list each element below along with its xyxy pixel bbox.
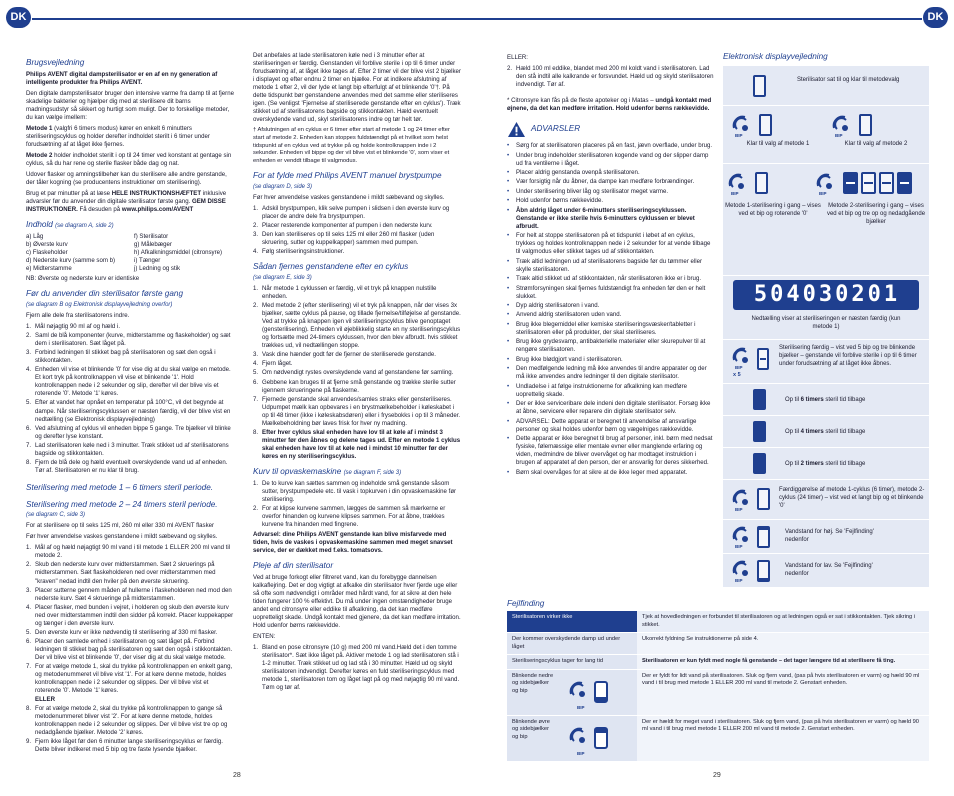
method-steps [26,544,234,754]
table-row [507,655,929,670]
bip-label: BIP [731,191,739,196]
method2-text: holder indholdet sterilt i op til 24 timer ved konstant at gentage sin cyklus, så du har rene og sterile flasker både dag og nat. [26,152,232,168]
one-bar-display [753,453,766,474]
header-rule-right [477,18,922,20]
problem-cell: Blinkende nedre og sidebjælker og bip BIP [507,669,637,715]
bip-label: BIP [577,750,585,756]
bip-label: BIP [835,133,843,138]
warning-item: • Træk altid ledningen ud af sterilisatorens bagside før du tømmer eller skylle sterilisatoren. [507,257,703,273]
bip-label: BIP [577,704,585,710]
bip-label: BIP [735,133,743,138]
display-row-4h [723,416,929,448]
section-title-remove: Sådan fjernes genstandene efter en cyklus [253,262,409,272]
contents-item: a) Låg [26,233,44,241]
display-row-ready [723,66,929,106]
bip-label: BIP [735,544,743,549]
warning-item: • Dette apparat er ikke beregnet til brug af personer, inkl. børn med nedsat fysiske, følemæssige eller mentale evner eller manglende erfaring og viden, medmindre de bliver overvåget og har modtaget instruktion i brugen af apparatet af den person, der er ansvarlig for deres sikkerhed. [507,435,713,467]
list-item: 5. Den øverste kurv er ikke nødvendig til sterilisering af 330 ml flasker. [26,628,218,636]
contents-item: f) Sterilisator [134,233,169,241]
method2-running-text: Metode 2-sterilisering i gang – vises ved et bip og tre op og nedadgående bjælker [826,203,926,226]
warnings-list [507,142,715,476]
section-title-pump: For at fylde med Philips AVENT manuel brystpumpe [253,171,442,181]
solution-cell: Tjek at hovedledningen er forbundet til sterilisatoren og at ledningen også er sat i stikkontakten. Tjek sikring i stikket. [637,611,929,633]
rotating-zero-display [755,172,768,194]
beep-icon [731,114,751,134]
beep-icon [727,172,747,192]
warning-item: • Hold udenfor børns rækkevidde. [507,197,604,205]
method-subtitle: (se diagram C, side 3) [26,512,86,519]
contents-item: i) Tænger [134,257,161,265]
display-row-countdown [723,276,929,340]
warning-item: • Placer aldrig genstanda ovenpå sterilisatoren. [507,169,640,177]
beep-icon [731,346,751,366]
list-item: 5. Efter at vandet har opnået en temperatur på 100°C, vil det begynde at dampe. Når steriliseringscyklussen er næsten færdig, vil der blive vist en nedtælling (se Elektronisk displayvejledning) [26,399,231,423]
remove-steps [253,285,461,461]
troubleshooting-table [507,611,929,762]
three-bar-display [753,389,766,410]
contents-item: c) Flaskeholder [26,249,68,257]
contents-item: h) Afkalkningsmiddel (citronsyre) [134,249,223,257]
countdown-display: 5 0 4 0 3 0 2 0 1 [733,280,919,310]
warning-item: • Den medfølgende ledning må ikke anvendes til andre apparater og der må ikke anvendes andre ledninger til den digitale sterilisator. [507,365,707,381]
list-item: 8. Efter hver cyklus skal enheden have lov til at køle af i mindst 3 minutter før den åbnes og delene tages ud. Efter en metode 1 cyklus skal enheden have lov til at køle ned i mindst 10 minutter før der køres en ny steriliseringscyklus. [253,428,461,460]
warning-item: • Anvend aldrig sterilisatoren uden vand. [507,311,622,319]
countdown-text: Nedtælling viser at steriliseringen er næsten færdig (kun metode 1) [751,316,901,331]
pump-steps [253,205,461,256]
list-item: 9. Fjern ikke låget før den 6 minutter lange steriliseringscyklus er færdig. Dette bliver indikeret med 5 bip og tre faste lysende bjælker. [26,738,223,754]
method1-digit-display [759,114,772,136]
column-1 [26,52,234,760]
contents-item: b) Øverste kurv [26,241,68,249]
method1-running-text: Metode 1-sterilisering i gang – vises ved et bip og roterende '0' [725,203,821,218]
select-method2-text: Klar til valg af metode 2 [844,141,908,147]
table-row [507,611,929,633]
list-item: 2. For at klipse kurvene sammen, lægges de sammen så mærkerne er overfor hinanden og kurvene klipses sammen. For at åbne, trækkes kurvene fra hinanden med fingrene. [253,504,446,528]
problem-cell: Der kommer overskydende damp ud under låget [507,633,637,655]
list-item: 3. Vask dine hænder godt før de fjerner de steriliserede genstande. [253,351,436,359]
method2-digit-display [859,114,872,136]
troubleshooting-title: Fejlfinding [507,599,545,608]
list-item: 5. Om nødvendigt rystes overskydende vand af genstandene før samling. [253,369,454,377]
cycle-end-text: Færdiggørelse af metode 1-cyklus (6 timer), metode 2-cyklus (24 timer) – vist ved et langt bip og et blinkende '0' [779,487,925,510]
warning-item: • For helt at stoppe sterilisatoren på et tidspunkt i løbet af en cyklus, trykkes og holdes kontrolknappen nede i 2 sekunder for at vende tilbage til valgmodus eller stikket tages ud af stikkontakten. [507,232,711,256]
method-intro: For at sterilisere op til seks 125 ml, 260 ml eller 330 ml AVENT flasker [26,522,215,530]
remaining-2h-text: Op til 2 timers steril tid tilbage [785,461,866,467]
section-title-usage: Brugsvejledning [26,58,85,67]
contents-list-right [134,233,234,273]
solution-cell: Der er hældt for meget vand i sterilisatoren. Sluk og fjern vand, (pas på hvis sterilisatoren er varm) og hæld 90 ml vand i til brug med metode 1 ELLER 200 ml vand til metode 2. Genstart enheden. [637,715,929,761]
warning-item: • Åbn aldrig låget under 6-minutters steriliseringscyklussen. Genstande er ikke sterile hvis 6-minutters cyklussen er blevet afbrudt. [507,206,695,230]
beep-icon [831,114,851,134]
warning-item: • Der er ikke serviceribare dele indeni den digitale sterilisator. Forsøg ikke at åbne, servicere eller reparere din digitale sterilisator selv. [507,400,711,416]
problem-cell: Blinkende øvre og sidebjælker og bip BIP [507,715,637,761]
page-right [477,0,954,796]
beep-icon [731,525,751,545]
warning-item: • Undladelse i at følge instruktionerne for afkalkning kan medføre uoprettelig skade. [507,382,688,398]
display-row-select-method [723,106,929,164]
contents-item: g) Målebæger [134,241,172,249]
warning-item: • Børn skal overvåges for at sikre at de ikke leger med apparatet. [507,468,688,476]
table-row [507,633,929,655]
display-guide-panel [723,66,929,588]
remove-subtitle: (se diagram E, side 3) [253,275,312,282]
list-item: 8. Fjern de blå dele og hæld eventuelt overskydende vand ud af enheden. Tør af. Sterilisatoren er nu klar til brug. [26,458,228,474]
list-separator: ELLER [35,695,55,703]
moving-bars-display [843,172,915,197]
list-item: 7. For at vælge metode 1, skal du trykke på kontrolknappen en enkelt gang, og metodenummeret vil blive vist '1'. For at køre denne metode, holdes kontrolknappen nede i 2 sekunder og slippes. Der vil blive vist et roterende '0'. Metode '1' køres. [26,662,233,694]
warning-item: • Strømforsyningen skal fjernes fuldstændigt fra enheden før den er helt slukket. [507,284,706,300]
remaining-4h-text: Op til 4 timers steril tid tilbage [785,429,866,435]
three-bars-display [757,348,772,373]
list-item: 6. Gebbene kan bruges til at fjerne små genstande og trække sterile sutter igennem skrueringene på flaskerne. [253,378,456,394]
intro-bold: Philips AVENT digital dampsterilisator er en af en ny generation af intelligente produkter fra Philips AVENT. [26,70,218,86]
list-item: 1. De to kurve kan sættes sammen og indeholde små genstande såsom sutter, brystpumpedele etc. til vask i topkurven i din opvaskemaskine før sterilisering. [253,479,457,503]
list-item: 2. Skub den nederste kurv over midterstammen. Sæt 2 skruerings på midterstammen. Sæt flaskeholderen ned over midterstammen med "kraven" nedad indtil den hviler på den øverste skruering. [26,561,216,585]
beep-icon [815,172,835,192]
dishwasher-warning: Advarsel: dine Philips AVENT genstande kan blive misfarvede med tiden, hvis de vaskes i opvaskemaskine sammen med meget snavset service, der er dækket med f.eks. tomatsovs. [253,530,453,554]
method-note: Udover flasker og amningstilbehør kan du sterilisere alle andre genstande, der tåler kogning (se producentens instruktioner om sterilisering). [26,171,227,187]
after-cycle-text: Det anbefales at lade sterilisatoren køle ned i 3 minutter efter at steriliseringen er færdig. Genstanden vil forblive sterile i op til 6 timer under forudsætning af, at låget ikke tages af. Efter 2 timer vil der blive vist 2 bjælker i displayet og efter endnu 2 timer en bjælke. For at indikere afslutning af metode 1 efter 2, vil der lyde et langt bip efterfulgt af et blinkende '0'†. På dette tidspunkt bør genstandene anvendes med det samme eller steriliseres igen. (Se venligst 'Fjernelse af steriliserede genstande efter en cyklus'). Træk stikket ud af sterilisatorens bagside og stikkontakten. Hæld eventuelt overskydende vand ud, skyl sterilisatorens indre og tør helt tør. [253,52,461,124]
list-item: 1. Mål nøjagtig 90 ml af og hæld i. [26,323,121,331]
list-item: 4. Fjern låget. [253,360,293,368]
first-use-steps [26,323,234,475]
list-item: 6. Placer den samlede enhed i sterilisatoren og sæt låget på. Forbind ledningen til stikket bag på sterilisatoren og sæt den også i stikkontakten. Der vil blive vist et blinkende '0', der viser dig at du skal vælge metode. [26,637,233,661]
column-3 [507,52,715,552]
display-row-water-high [723,520,929,554]
citric-footnote: * Citronsyre kan fås på de fleste apoteker og i Matas – undgå kontakt med øjnene, da det kan medføre irritation. Hold udenfor børns rækkevidde. [507,97,712,113]
method-intro-2: Før hver anvendelse vaskes genstandene i mildt sæbevand og skylles. [26,533,218,541]
list-item: 4. Enheden vil vise et blinkende '0' for vise dig at du skal vælge en metode. Et kort tryk på kontrolknappen vil vise et blinkende '1'. Hold kontrolknappen nede i 2 sekunder og slip, derefter vil der blive vis et roterende '0'. Metode '1' køres. [26,366,231,398]
warning-icon [507,121,526,138]
contents-item: j) Ledning og stik [134,265,181,273]
method1-text: (valgfri 6 timers modus) kører en enkelt 6 minutters steriliseringscyklus og holder derefter indholdet sterilt i 6 timer under forudsætning af at låget ikke fjernes. [26,125,210,149]
water-high-text: Vandstand for høj. Se 'Fejlfinding' nedenfor [785,529,874,544]
section-title-first-use: Før du anvender din sterilisator første gang [26,289,183,299]
first-use-subtitle: (se diagram B og Elektronisk displayvejledning overfor) [26,302,173,309]
warning-item: • Brug ikke blegemiddel eller kemiske steriliseringsvæsker/tabletter i sterilisatoren eller på produkter, der skal steriliseres. [507,320,696,336]
water-level-icon [569,726,613,750]
beep-icon [731,488,751,508]
beep-count-label: x 5 [733,372,741,378]
contents-note: NB: Øverste og nederste kurv er identiske [26,275,140,283]
warning-item: • Brug ikke grydesvamp, antibakterielle materialer eller skurepulver til at rengøre sterilisatoren. [507,338,706,354]
dishwasher-steps [253,480,461,529]
page-number-right: 29 [713,772,721,779]
list-item: 3. Placer sutterne gennem måden af hullerne i flaskeholderen ned mod den nederste kurv. Sæt 4 skrueringe på midterstammen. [26,586,232,602]
display-row-sterilizing [723,164,929,276]
warning-item: • Træk altid stikket ud af stikkontakten, når sterilisatoren ikke er i brug. [507,275,702,283]
water-low-display [757,560,770,582]
display-ready-text: Sterilisator sat til og klar til metodevalg [797,77,900,83]
display-guide-title: Elektronisk displayvejledning [723,52,828,61]
care-text: Ved at bruge forkogt eller filtreret vand, kan du forebygge dannelsen kalkaflejring. Det er dog vigtigt at afkalke din sterilisator hver fjerde uge eller så ofte som nødvendigt i områder med hårdt vand, for at sikre at den hele tiden fungerer 100 % effektivt. Du må under ingen omstændigheder bruge andet end citronsyre eller eddike til afkalkning, da det kan medføre uopretteligt skade. Undgå kontakt med gjenere, da det kan medføre irritation. Hold udenfor børns rækkevidde. [253,573,461,630]
warning-item: • Brug ikke blødgjort vand i sterilisatoren. [507,355,623,363]
display-row-2h [723,448,929,480]
method1-paragraph [26,125,234,149]
pump-intro: Før hver anvendelse vaskes genstandene i mildt sæbevand og skylles. [253,194,445,202]
problem-cell: Sterilisatoren virker ikke [507,611,637,633]
warnings-header [507,121,715,138]
problem-cell: Steriliseringscyklus tager for lang tid [507,655,637,670]
blinking-zero-display [757,488,770,510]
list-item: 6. Ved afslutning af cyklus vil enheden bippe 5 gange. Tre bjælker vil blinke og derefter lyse konstant. [26,424,231,440]
list-item: 2. Saml de blå komponenter (kurve, midterstamme og flaskeholder) og sæt dem i sterilisatoren. Sæt låget på. [26,332,231,348]
warning-item: • Sørg for at sterilisatoren placeres på en fast, jævn overflade, under brug. [507,142,713,150]
warning-item: • Under brug indeholder sterilisatoren kogende vand og der slipper damp ud fra ventilerne i låget. [507,151,709,167]
list-item: 2. Placer resterende komponenter af pumpen i den nederste kurv. [253,222,433,230]
pump-subtitle: (se diagram D, side 3) [253,184,313,191]
eller-step: 2. Hæld 100 ml eddike, blandet med 200 ml koldt vand i sterilisatoren. Lad den stå indtil alle kalkrande er forsvundet. Hæld ud og skyld sterilisatoren indvendigt. Tør af. [507,65,714,89]
section-title-care: Pleje af din sterilisator [253,561,334,571]
warning-item: • ADVARSEL: Dette apparat er beregnet til anvendelse af ansvarlige personer og skal holdes udenfor børn og vægelniges rækkevidde. [507,417,697,433]
warnings-title: ADVARSLER [531,124,581,134]
contents-list-left [26,233,126,273]
website-link[interactable]: www.philips.com/AVENT [121,206,194,214]
blinking-zero-display [753,75,766,97]
list-item: 1. Når metode 1 cyklussen er færdig, vil et tryk på knappen nulstille enheden. [253,285,437,301]
intro-text: Den digitale dampsterilisator bruger den intensive varme fra damp til at fjerne skadelige bakterier og hjælper dig med at sterilisere dit barns madningsudstyr så sikkert og hurtigt som muligt. Der to forskellige metoder, du kan vælge imellem: [26,89,234,121]
read-instructions: Brug et par minutter på at læse HELE INSTRUKTIONSHÆFTET inklusive advarsler før du anvender din digitale sterilisator første gang. GEM DISSE INSTRUKTIONER. Få desuden på www.philips.com/AVENT [26,190,227,214]
list-item: 4. Følg steriliseringsinstruktioner. [253,248,345,256]
two-bar-display [753,421,766,442]
beep-icon [731,559,751,579]
solution-cell: Sterilisatoren er kun fyldt med nogle få genstande – det tager længere tid at sterilisere få ting. [637,655,929,670]
list-item: 1. Mål af og hæld nøjagtigt 90 ml vand i til metode 1 ELLER 200 ml vand til metode 2. [26,544,231,560]
list-item: 4. Placer flasker, med bunden i vejret, i holderen og skub den øverste kurv ned over midterstammen indtil den sidder på korrekt. Placer kuppekapper og tænger i den øverste kurv. [26,603,234,627]
bip-label: BIP [735,507,743,512]
section-title-dishwasher: Kurv til opvaskemaskine (se diagram F, side 3) [253,466,402,476]
cycle-end-footnote: † Afslutningen af en cyklus er 6 timer efter start af metode 1 og 24 timer efter start af metode 2. Enheden kan stoppes fuldstændigt på et hvilket som helst tidspunkt af en cyklus ved at trykke på og holde kontrolknappen inde i 2 sekunder. Enheden vil bippe og der vil blive vist et blinkende '0', som viser et enheden er venddt tilbage til valgmodus. [253,127,450,164]
table-row [507,669,929,715]
column-2 [253,52,461,760]
display-row-water-low [723,554,929,588]
bip-label: BIP [735,365,743,370]
list-item: 3. Forbind ledningen til stikket bag på sterilisatoren og sæt den også i stikkontakten. [26,349,216,365]
list-item: 7. Lad sterilisatoren køle ned i 3 minutter. Træk stikket ud af sterilisatorens bagside og stikkontakten. [26,441,229,457]
contents-item: d) Nederste kurv (samme som b) [26,257,116,265]
complete-text: Sterilisering færdig – vist ved 5 bip og tre blinkende bjælker – genstande vil forblive sterile i op til 6 timer under forudsætning af at låget ikke åbnes. [779,345,917,368]
contents-list [26,233,234,273]
table-row [507,715,929,761]
list-item: 1. Adskil brystpumpen, klik selve pumpen i slidsen i den øverste kurv og placer de andre dele fra brystpumpen. [253,205,450,221]
list-item: 3. Den kan steriliseres op til seks 125 ml eller 260 ml flasker (uden skruering, sutter og kuppelkapper) sammen med pumpen. [253,231,435,247]
method2-label: Metode 2 [26,152,53,160]
enten-label: ENTEN: [253,633,276,641]
water-level-icon [569,680,613,704]
display-row-complete [723,340,929,384]
contents-item: e) Midterstamme [26,265,72,273]
enten-step: 1. Bland en pose citronsyre (10 g) med 200 ml vand.Hæld det i den tomme sterilisator*. Sæt ikke låget på. Aktiver metode 1 og lad sterilisatoren stå i 1-2 minutter. Træk stikket ud og lad stå i 30 minutter. Hæld ud og skyld sterilisatoren indvendigt. Derefter køres en fuld steriliseringscyklus med metode 1, sterilisatoren tom og låget lagt på og med nøjagtig 90 ml vand. Tøm og tør af. [253,644,460,692]
list-item: 7. Fjernede genstande skal anvendes/samles straks eller gensteriliseres. Udpumpet mælk kan opbevares i en brystmælkebeholder i køleskabet i op til 48 timer (ikke i køleskabsdøren) eller i frysebokks i op til 3 måneder. Mælkebeholdning bør laves frisk for hver ny madning. [253,395,461,427]
section-title-method2: Sterilisering med metode 2 – 24 timers steril periode. [26,499,218,509]
warning-item: • Dyp aldrig sterilisatoren i vand. [507,302,600,310]
language-tab-left: DK [6,7,31,28]
method2-paragraph [26,152,234,168]
warning-item: • Under sterilisering bliver låg og sterilisator meget varme. [507,187,669,195]
section-title-method1: Sterilisering med metode 1 – 6 timers steril periode. [26,482,214,492]
display-row-cycle-end [723,480,929,520]
bip-label: BIP [735,578,743,583]
list-item: 2. Med metode 2 (efter sterilisering) vil et tryk på knappen, når der vises 3x bjælker, sætte cyklus på pause, og tillade fjernelse/tilføjelse af genstande. Ved at trykke på knappen igen vil steriliseringscyklus blive genoptaget (gensterilisering). Enheden vil øjeblikkelig starte en ny steriliseringscyklus og fortsætte med 24-timers cyklussen, hvor den blev afbrudt. hvis stikket trækkes ud, vil nedtællingen stoppe. [253,302,461,350]
language-tab-right: DK [923,7,948,28]
solution-cell: Der er fyldt for lidt vand på sterilisatoren. Sluk og fjern vand, (pas på hvis sterilisatoren er varm) og hæld 90 ml vand i til brug med metode 1 ELLER 200 ml vand til metode 2. Genstart enheden. [637,669,929,715]
water-low-text: Vandstand for lav. Se 'Fejlfinding' nedenfor [785,563,873,578]
remaining-6h-text: Op til 6 timers steril tid tilbage [785,397,866,403]
header-rule-left [32,18,477,20]
display-row-6h [723,384,929,416]
eller-label: ELLER: [507,54,529,61]
solution-cell: Ukorrekt fyldning Se instruktionerne på side 4. [637,633,929,655]
water-high-display [757,526,770,548]
select-method1-text: Klar til valg af metode 1 [746,141,810,147]
page-number-left: 28 [233,772,241,779]
section-title-contents: Indhold (se diagram A, side 2) [26,220,114,230]
method1-label: Metode 1 [26,125,53,133]
warning-item: • Vær forsigtig når du åbner, da dampe kan medføre forbrændinger. [507,178,695,186]
list-item: 8. For at vælge metode 2, skal du trykke på kontrolknappen to gange så metodenummeret bliver vist '2'. For at køre denne metode, holdes kontrolknappen nede i 2 sekunder og slippes. Der vil blive vist tre op og nedadgående bjælker. Metode '2' køres. [26,704,228,737]
first-use-intro: Fjern alle dele fra sterilisatorens indre. [26,312,130,320]
bip-label: BIP [819,191,827,196]
